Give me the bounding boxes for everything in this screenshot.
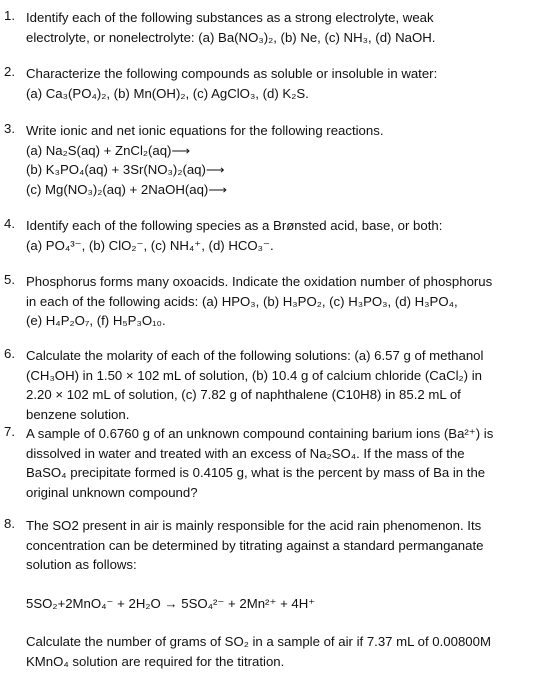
question-text-line: solution as follows: bbox=[26, 557, 137, 573]
question-8 bbox=[4, 516, 530, 672]
question-4 bbox=[4, 216, 530, 255]
question-text-line: BaSO₄ precipitate formed is 0.4105 g, what is the percent by mass of Ba in the bbox=[26, 465, 486, 481]
question-text-line: Calculate the number of grams of SO₂ in a sample of air if 7.37 mL of 0.00800M bbox=[26, 634, 491, 650]
question-3 bbox=[4, 121, 530, 199]
question-number: 4. bbox=[4, 216, 15, 231]
question-text-line: A sample of 0.6760 g of an unknown compound containing barium ions (Ba²⁺) is bbox=[26, 426, 494, 441]
question-text-line: (a) PO₄³⁻, (b) ClO₂⁻, (c) NH₄⁺, (d) HCO₃⁻. bbox=[26, 237, 274, 253]
question-text-line: electrolyte, or nonelectrolyte: (a) Ba(NO₃)₂, (b) Ne, (c) NH₃, (d) NaOH. bbox=[26, 29, 436, 45]
question-text-line: Identify each of the following species as a Brønsted acid, base, or both: bbox=[26, 218, 443, 233]
question-2 bbox=[4, 64, 530, 103]
reaction-b: (b) K₃PO₄(aq) + 3Sr(NO₃)₂(aq)⟶ bbox=[26, 162, 225, 178]
question-text-line: (e) H₄P₂O₇, (f) H₅P₃O₁₀. bbox=[26, 313, 166, 329]
question-text-line: KMnO₄ solution are required for the titration. bbox=[26, 653, 285, 669]
question-text-line: original unknown compound? bbox=[26, 484, 198, 500]
reaction-a: (a) Na₂S(aq) + ZnCl₂(aq)⟶ bbox=[26, 142, 191, 158]
question-text-line: The SO2 present in air is mainly responsible for the acid rain phenomenon. Its bbox=[26, 518, 482, 533]
question-number: 6. bbox=[4, 346, 15, 361]
question-7 bbox=[4, 424, 530, 502]
question-text-line: benzene solution. bbox=[26, 406, 130, 422]
question-number: 5. bbox=[4, 272, 15, 287]
question-text-line: in each of the following acids: (a) HPO₃, (b) H₃PO₂, (c) H₃PO₃, (d) H₃PO₄, bbox=[26, 293, 458, 309]
question-text-line: Identify each of the following substances as a strong electrolyte, weak bbox=[26, 10, 434, 25]
question-text-line: Calculate the molarity of each of the following solutions: (a) 6.57 g of methanol bbox=[26, 348, 484, 363]
titration-equation: 5SO₂+2MnO₄⁻ + 2H₂O → 5SO₄²⁻ + 2Mn²⁺ + 4H⁺ bbox=[26, 595, 316, 611]
question-5 bbox=[4, 272, 530, 331]
question-1 bbox=[4, 8, 530, 47]
question-number: 2. bbox=[4, 64, 15, 79]
question-text-line: dissolved in water and treated with an excess of Na₂SO₄. If the mass of the bbox=[26, 445, 465, 461]
question-number: 7. bbox=[4, 424, 15, 439]
question-6 bbox=[4, 346, 530, 424]
question-text-line: (a) Ca₃(PO₄)₂, (b) Mn(OH)₂, (c) AgClO₃, (d) K₂S. bbox=[26, 85, 309, 101]
question-number: 3. bbox=[4, 121, 15, 136]
question-number: 1. bbox=[4, 8, 15, 23]
question-text-line: Characterize the following compounds as soluble or insoluble in water: bbox=[26, 66, 438, 81]
reaction-c: (c) Mg(NO₃)₂(aq) + 2NaOH(aq)⟶ bbox=[26, 181, 228, 197]
question-number: 8. bbox=[4, 516, 15, 531]
question-text-line: concentration can be determined by titrating against a standard permanganate bbox=[26, 537, 484, 553]
question-text-line: Phosphorus forms many oxoacids. Indicate the oxidation number of phosphorus bbox=[26, 274, 493, 289]
question-text-line: Write ionic and net ionic equations for the following reactions. bbox=[26, 123, 384, 138]
question-text-line: (CH₃OH) in 1.50 × 102 mL of solution, (b) 10.4 g of calcium chloride (CaCl₂) in bbox=[26, 367, 482, 383]
question-text-line: 2.20 × 102 mL of solution, (c) 7.82 g of naphthalene (C10H8) in 85.2 mL of bbox=[26, 387, 461, 403]
